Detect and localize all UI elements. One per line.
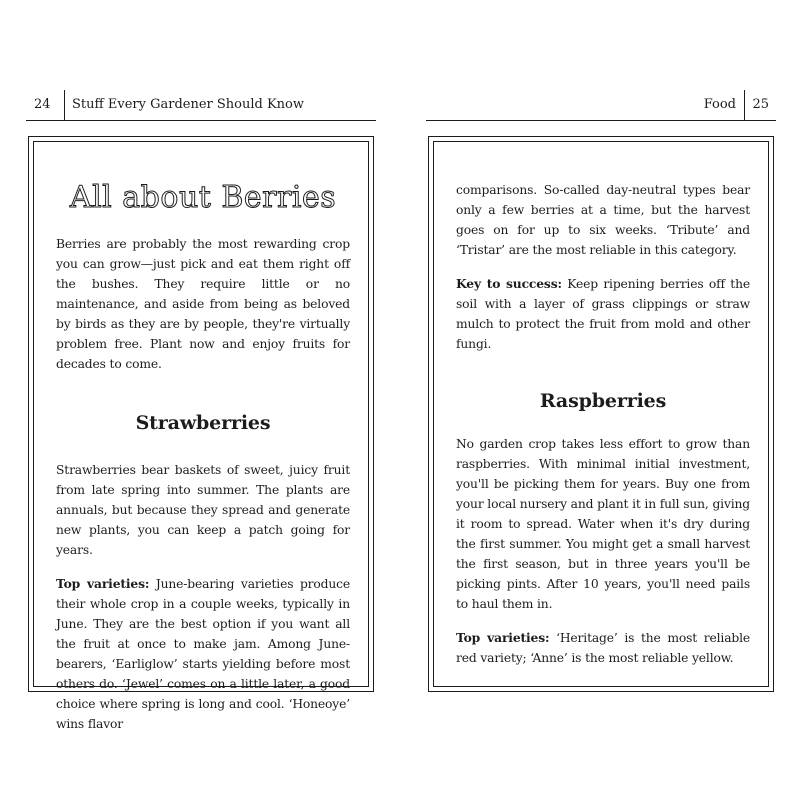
inner-border [433, 141, 769, 687]
key-label: Key to success: [456, 276, 562, 291]
right-content [456, 180, 750, 686]
varieties-text: June-bearing varieties produce their whole crop in a couple weeks, typically in June. They are the best option if you want all the fruit at once to make jam. Among June-bearers, ‘Earliglow’ starts yielding before most others do. ‘Jewel’ comes on a little later, a good choice where spring is long and cool. ‘Honeoye’ wins flavor [56, 577, 351, 731]
running-head: Food [703, 97, 736, 112]
left-content [56, 142, 351, 731]
varieties-label: Top varieties: [56, 576, 150, 591]
page-number: 24 [34, 97, 51, 112]
right-content-frame [428, 136, 774, 692]
strawberries-heading: Strawberries [135, 412, 271, 434]
raspberries-paragraph: No garden crop takes less effort to grow than raspberries. With minimal initial investment, you'll be picking them for years. Buy one from your local nursery and plant it in full sun, giving it room to spread. Water when it's dry during the first summer. You might get a small harvest the first season, but in three years you'll be picking pints. After 10 years, you'll need pails to haul them in. [456, 437, 751, 611]
continued-paragraph: comparisons. So-called day-neutral types bear only a few berries at a time, but the harvest goes on for up to six weeks. ‘Tribute’ and ‘Tristar’ are the most reliable in this category. [456, 183, 750, 257]
varieties-label: Top varieties: [456, 630, 550, 645]
inner-border [33, 141, 369, 731]
varieties-text: ‘Heritage’ is the most reliable red variety; ‘Anne’ is the most reliable yellow. [456, 631, 751, 665]
right-page [400, 0, 800, 800]
raspberries-varieties [456, 628, 750, 668]
left-page-header [26, 90, 376, 121]
intro-paragraph: Berries are probably the most rewarding crop you can grow—just pick and eat them right off the bushes. They require little or no maintenance, and aside from being as beloved by birds as they are by people, they're virtually problem free. Plant now and enjoy fruits for decades to come. [56, 237, 350, 371]
strawberries-varieties [56, 574, 350, 734]
running-head: Stuff Every Gardener Should Know [72, 97, 304, 112]
strawberries-paragraph: Strawberries bear baskets of sweet, juicy fruit from late spring into summer. The plants are annuals, but because they spread and generate new plants, you can keep a patch going for years. [56, 463, 350, 557]
right-page-header [426, 90, 776, 121]
key-text: Keep ripening berries off the soil with a layer of grass clippings or straw mulch to protect the fruit from mold and other fungi. [456, 277, 750, 351]
key-to-success [456, 274, 750, 354]
page-title: All about Berries [69, 180, 337, 215]
header-divider [744, 90, 745, 120]
page-number: 25 [752, 97, 769, 112]
header-divider [64, 90, 65, 120]
left-content-frame [28, 136, 374, 731]
raspberries-heading: Raspberries [539, 390, 667, 412]
